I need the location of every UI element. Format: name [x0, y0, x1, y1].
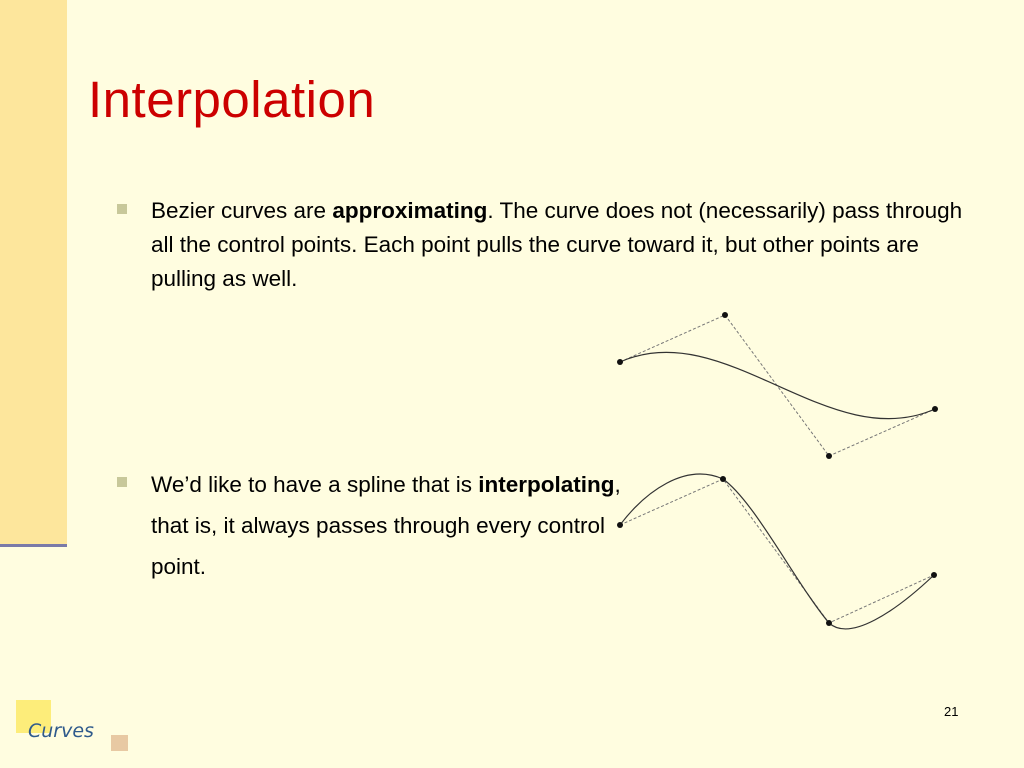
control-point — [826, 620, 832, 626]
bullet-1-post: . The curve does not (necessarily) pass through all the control points. Each point pulls the curve toward it, but other points are pulling as well. — [151, 198, 963, 291]
control-point — [617, 359, 623, 365]
bezier-approximating-figure — [605, 305, 955, 465]
interpolating-spline — [620, 474, 934, 629]
footer-decor-small-square — [111, 735, 128, 751]
control-polygon-2 — [620, 479, 934, 623]
decorative-sidebar — [0, 0, 67, 546]
control-point — [617, 522, 623, 528]
bezier-curve — [620, 352, 935, 418]
bullet-2-post: , that is, it always passes through every control point. — [151, 472, 621, 579]
control-point — [931, 572, 937, 578]
control-point — [720, 476, 726, 482]
footer-section-label: Curves — [28, 720, 94, 742]
spline-interpolating-figure — [605, 462, 955, 640]
slide-title: Interpolation — [88, 71, 376, 128]
control-point — [722, 312, 728, 318]
page-number: 21 — [944, 704, 959, 719]
sidebar-divider — [0, 544, 67, 547]
bullet-marker-2 — [117, 477, 127, 487]
bullet-2-bold: interpolating — [478, 472, 615, 497]
bullet-1-bold: approximating — [332, 198, 488, 223]
bullet-text-approximating — [151, 194, 981, 296]
bullet-text-interpolating — [151, 464, 621, 587]
bullet-marker-1 — [117, 204, 127, 214]
bullet-2-pre: We’d like to have a spline that is — [151, 472, 479, 497]
control-point — [932, 406, 938, 412]
control-point — [826, 453, 832, 459]
bullet-1-pre: Bezier curves are — [151, 198, 333, 223]
